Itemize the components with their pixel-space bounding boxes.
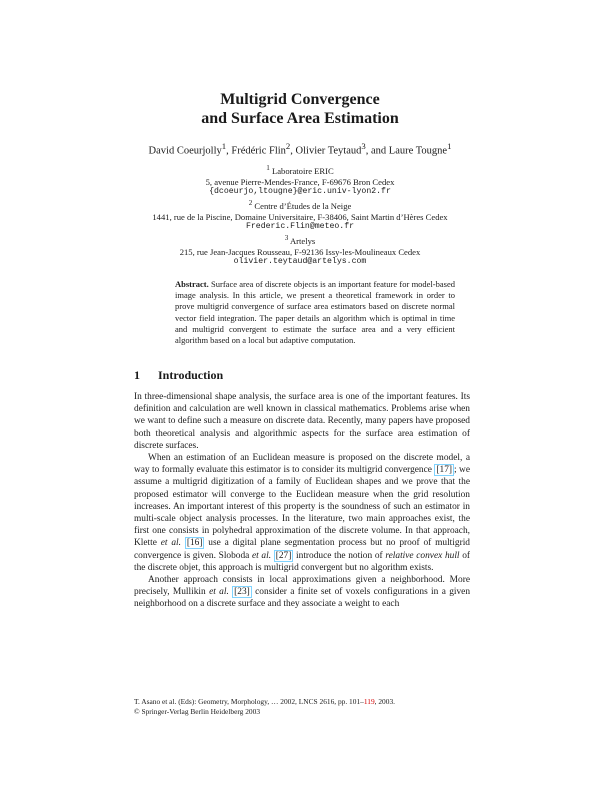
paragraph [134, 452, 470, 574]
citation-link[interactable]: [16] [186, 538, 203, 549]
affiliation-name: Laboratoire ERIC [271, 165, 334, 176]
paragraph-text: consider a finite set of voxels configurations in a given neighborhood on a discrete surface and they associate a weight to each [134, 587, 471, 610]
et-al: et al. [160, 538, 181, 549]
author-list: David Coeurjolly$^1$, Frédéric Flin$^2$, Olivier Teytaud$^3$, and Laure Tougne$^1$ [148, 141, 452, 157]
citation-link[interactable]: [17] [436, 465, 453, 476]
section-title: Introduction [158, 368, 224, 382]
author-name: Olivier Teytaud [295, 145, 362, 157]
paragraph-text: In three-dimensional shape analysis, the surface area is one of the important features. Its definition and calculation are well known in classical mathematics. Problems arise when we want to define such a measure on discrete data. Recently, many papers have proposed both theoretical analysis and algorithmic aspects for the surface area estimation of discrete surfaces. [134, 392, 470, 451]
footnote [134, 697, 470, 716]
abstract [175, 279, 455, 346]
section-heading [134, 368, 223, 383]
author-affil-mark: 2 [285, 141, 291, 151]
paragraph-text: When an estimation of an Euclidean measure is proposed on the discrete model, a way to formally evaluate this estimator is to consider its multigrid convergence [134, 453, 470, 476]
abstract-label: Abstract. [175, 279, 209, 289]
affiliations [0, 163, 600, 268]
affiliation-name: Artelys [289, 235, 316, 246]
affiliation-mark: 1 [266, 164, 270, 172]
paragraph [134, 574, 470, 611]
affiliation-block [0, 233, 600, 268]
footnote-text: T. Asano et al. (Eds): Geometry, Morphology, … 2002, LNCS 2616, pp. 101– [134, 697, 364, 706]
copyright-line: © Springer-Verlag Berlin Heidelberg 2003 [134, 706, 261, 716]
page-link[interactable]: 119 [363, 697, 375, 706]
author-name: David Coeurjolly [148, 145, 222, 157]
affiliation-block [0, 198, 600, 233]
paragraph-text: use a digital plane segmentation process but no proof of multigrid convergence is given. Sloboda [134, 538, 470, 561]
paper-title [0, 90, 600, 128]
citation-link[interactable]: [23] [234, 587, 250, 598]
affiliation-address: 5, avenue Pierre-Mendes-France, F-69676 Bron Cedex [205, 176, 395, 187]
abstract-text: Surface area of discrete objects is an important feature for model-based image analysis. In this article, we present a theoretical framework in order to prove multigrid convergence of surface area estimators based on discrete normal vector field integration. The paper details an algorithm which is optimal in time and multigrid convergent to estimate the surface area and a very efficient algorithm based on a local but adaptive computation. [175, 279, 455, 346]
paragraph-text: of the discrete objet, this approach is multigrid convergent but no algorithm exists. [134, 550, 471, 573]
affiliation-address: 215, rue Jean-Jacques Rousseau, F-92136 Issy-les-Moulineaux Cedex [179, 246, 421, 257]
affiliation-email[interactable]: olivier.teytaud@artelys.com [233, 257, 367, 267]
author-affil-mark: 3 [361, 141, 366, 151]
section-number: 1 [134, 368, 140, 382]
paragraph [134, 391, 470, 452]
paragraph-text: Another approach consists in local approximations given a neighborhood. More precisely, Mullikin [134, 575, 470, 598]
title-line-1: Multigrid Convergence [220, 91, 380, 108]
footnote-text: , 2003. [374, 697, 395, 706]
affiliation-email[interactable]: Frederic.Flin@meteo.fr [245, 222, 355, 232]
citation-link[interactable]: [27] [275, 550, 292, 561]
paragraph-text: ; we assume a multigrid digitization of a family of Euclidean shapes and we prove that the proposed estimator will converge to the Euclidean measure when the grid resolution increases. An important interest of this property is the soundness of such an estimator in multi-scale object analysis processes. In the literature, two main approaches exist, the first one consists in polyhedral approximation of the discrete volume. In that approach, Klette [134, 465, 470, 549]
et-al: et al. [252, 550, 272, 561]
affiliation-mark: 3 [284, 233, 289, 242]
italic-term: relative convex hull [385, 550, 460, 561]
body-text [134, 391, 470, 611]
title-line-2: and Surface Area Estimation [201, 110, 399, 127]
affiliation-email[interactable]: {dcoeurjo,ltougne}@eric.univ-lyon2.fr [209, 187, 391, 197]
author-affil-mark: 1 [447, 141, 452, 151]
affiliation-mark: 2 [248, 198, 253, 207]
author-affil-mark: 1 [221, 141, 227, 151]
author-name: Frédéric Flin [231, 145, 286, 157]
affiliation-block [0, 163, 600, 198]
et-al: et al. [209, 587, 229, 598]
affiliation-name: Centre d’Études de la Neige [254, 200, 352, 211]
author-name: and Laure Tougne [371, 145, 448, 157]
paragraph-text: introduce the notion of [293, 550, 386, 561]
affiliation-address: 1441, rue de la Piscine, Domaine Universitaire, F-38406, Saint Martin d’Hères Cedex [152, 211, 448, 222]
footnote-citation [134, 697, 470, 707]
